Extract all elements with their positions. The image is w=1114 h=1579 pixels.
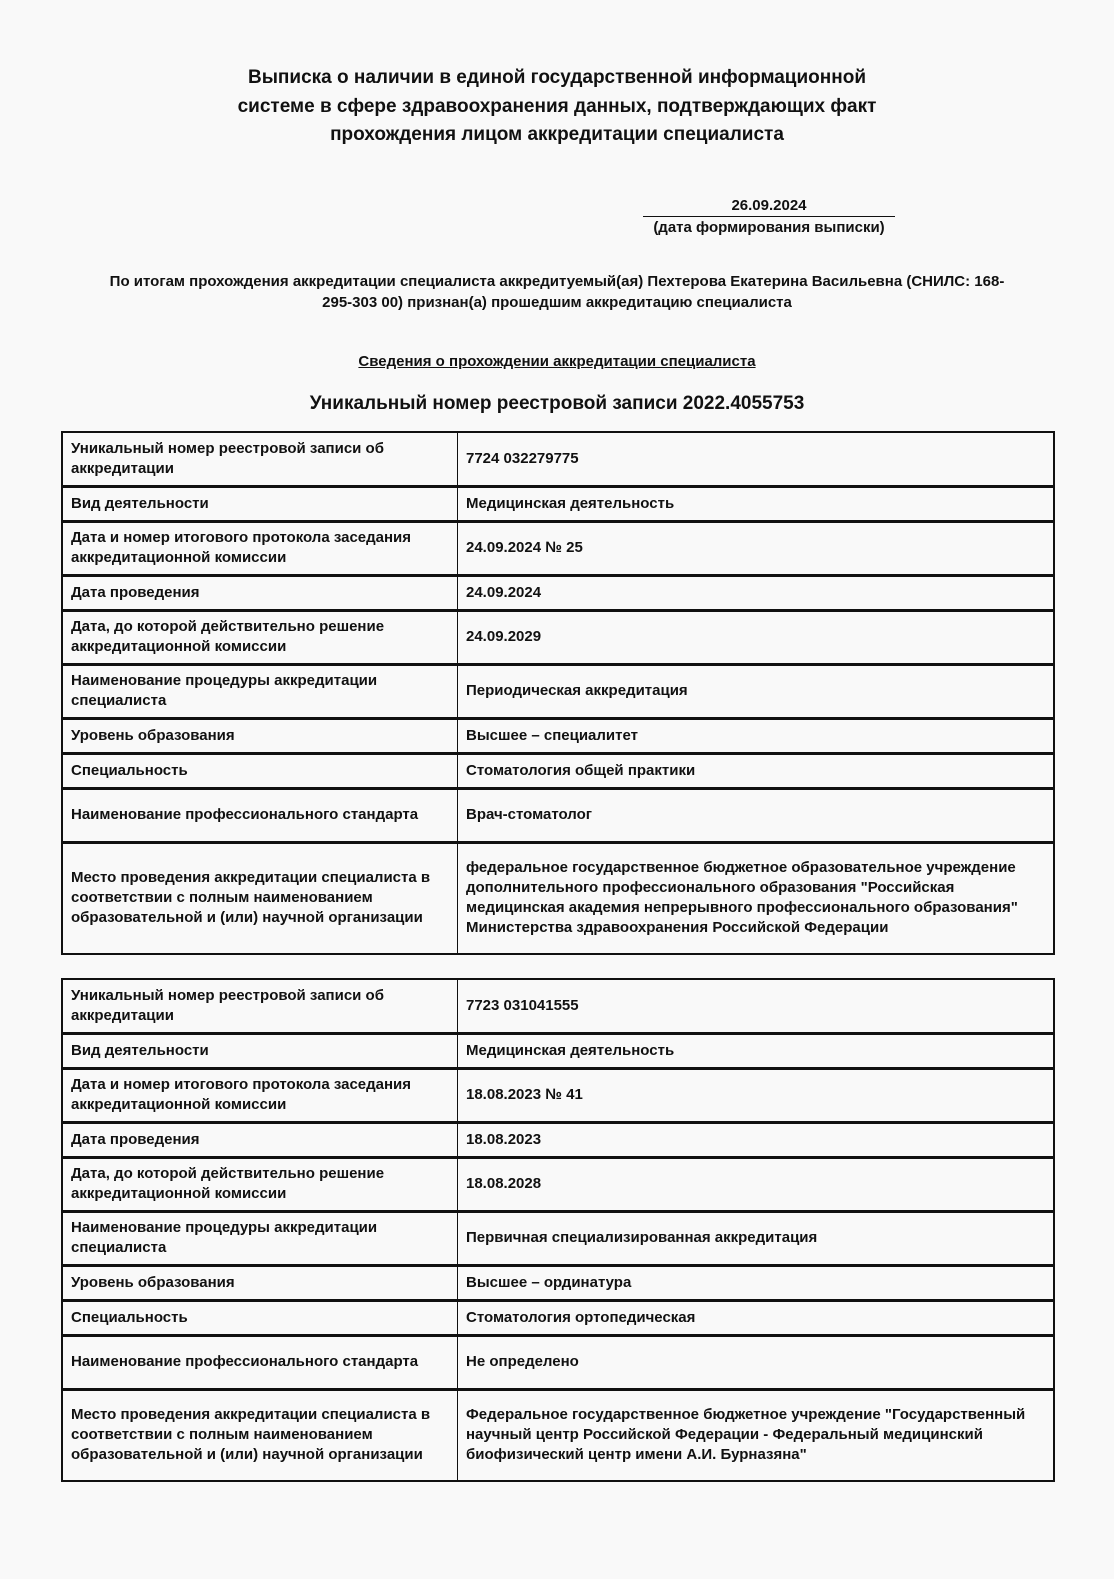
table-row [62,1033,1054,1068]
row-label: Специальность [62,753,458,788]
row-value: Медицинская деятельность [458,1033,1055,1068]
row-value: 7724 032279775 [458,432,1055,486]
intro-paragraph [40,271,1074,313]
row-label: Наименование профессионального стандарта [62,788,458,842]
row-label: Место проведения аккредитации специалиста в соответствии с полным наименованием образовательной и (или) научной организации [62,1389,458,1481]
table-row [62,521,1054,575]
row-label: Место проведения аккредитации специалиста в соответствии с полным наименованием образовательной и (или) научной организации [62,842,458,954]
table-row [62,1122,1054,1157]
table-row [62,575,1054,610]
table-row [62,1157,1054,1211]
table-row [62,486,1054,521]
row-value: Стоматология общей практики [458,753,1055,788]
row-label: Дата проведения [62,1122,458,1157]
title-line-2: системе в сфере здравоохранения данных, подтверждающих факт [237,95,877,117]
intro-line-2: 295-303 00) признан(а) прошедшим аккредитацию специалиста [322,294,792,311]
row-label: Уникальный номер реестровой записи об аккредитации [62,432,458,486]
table-row [62,1300,1054,1335]
table-row [62,1265,1054,1300]
row-value: 24.09.2024 № 25 [458,521,1055,575]
row-label: Дата и номер итогового протокола заседания аккредитационной комиссии [62,521,458,575]
table-row [62,753,1054,788]
row-label: Вид деятельности [62,1033,458,1068]
row-label: Дата проведения [62,575,458,610]
row-value: 7723 031041555 [458,979,1055,1033]
table-row [62,1389,1054,1481]
row-label: Уровень образования [62,1265,458,1300]
registry-record-number: Уникальный номер реестровой записи 2022.4055753 [309,393,805,414]
row-label: Наименование процедуры аккредитации специалиста [62,1211,458,1265]
row-value: федеральное государственное бюджетное образовательное учреждение дополнительного профессионального образования "Российская медицинская академия непрерывного профессионального образования" Министерства здравоохранения Российской Федерации [458,842,1055,954]
table-row [62,664,1054,718]
row-label: Наименование профессионального стандарта [62,1335,458,1389]
statement-date-block [643,197,895,238]
title-line-1: Выписка о наличии в единой государственной информационной [247,67,867,88]
table-row [62,1335,1054,1389]
table-row [62,842,1054,954]
statement-date: 26.09.2024 [643,197,895,217]
row-label: Вид деятельности [62,486,458,521]
table-row [62,718,1054,753]
title-line-3: прохождения лицом аккредитации специалиста [330,124,784,145]
table-row [62,788,1054,842]
row-value: Периодическая аккредитация [458,664,1055,718]
row-value: 18.08.2028 [458,1157,1055,1211]
row-value: 18.08.2023 № 41 [458,1068,1055,1122]
accreditation-table-2 [61,978,1055,1482]
table-row [62,432,1054,486]
accreditation-table-1 [61,431,1055,955]
row-label: Уникальный номер реестровой записи об аккредитации [62,979,458,1033]
intro-line-1: По итогам прохождения аккредитации специалиста аккредитуемый(ая) Пехтерова Екатерина Васильевна (СНИЛС: 168- [109,273,1005,290]
row-value: Высшее – специалитет [458,718,1055,753]
table-row [62,979,1054,1033]
row-value: Высшее – ординатура [458,1265,1055,1300]
row-value: 24.09.2024 [458,575,1055,610]
document-title [0,64,1114,150]
row-label: Дата и номер итогового протокола заседания аккредитационной комиссии [62,1068,458,1122]
table-row [62,1211,1054,1265]
row-label: Уровень образования [62,718,458,753]
row-value: Не определено [458,1335,1055,1389]
row-label: Специальность [62,1300,458,1335]
table-row [62,1068,1054,1122]
table-row [62,610,1054,664]
row-value: 18.08.2023 [458,1122,1055,1157]
row-value: 24.09.2029 [458,610,1055,664]
row-label: Наименование процедуры аккредитации специалиста [62,664,458,718]
row-value: Врач-стоматолог [458,788,1055,842]
row-value: Первичная специализированная аккредитация [458,1211,1055,1265]
row-value: Стоматология ортопедическая [458,1300,1055,1335]
row-label: Дата, до которой действительно решение аккредитационной комиссии [62,610,458,664]
section-title: Сведения о прохождении аккредитации специалиста [358,353,756,370]
row-label: Дата, до которой действительно решение аккредитационной комиссии [62,1157,458,1211]
row-value: Медицинская деятельность [458,486,1055,521]
statement-date-caption: (дата формирования выписки) [653,219,885,236]
row-value: Федеральное государственное бюджетное учреждение "Государственный научный центр Российской Федерации - Федеральный медицинский биофизический центр имени А.И. Бурназяна" [458,1389,1055,1481]
